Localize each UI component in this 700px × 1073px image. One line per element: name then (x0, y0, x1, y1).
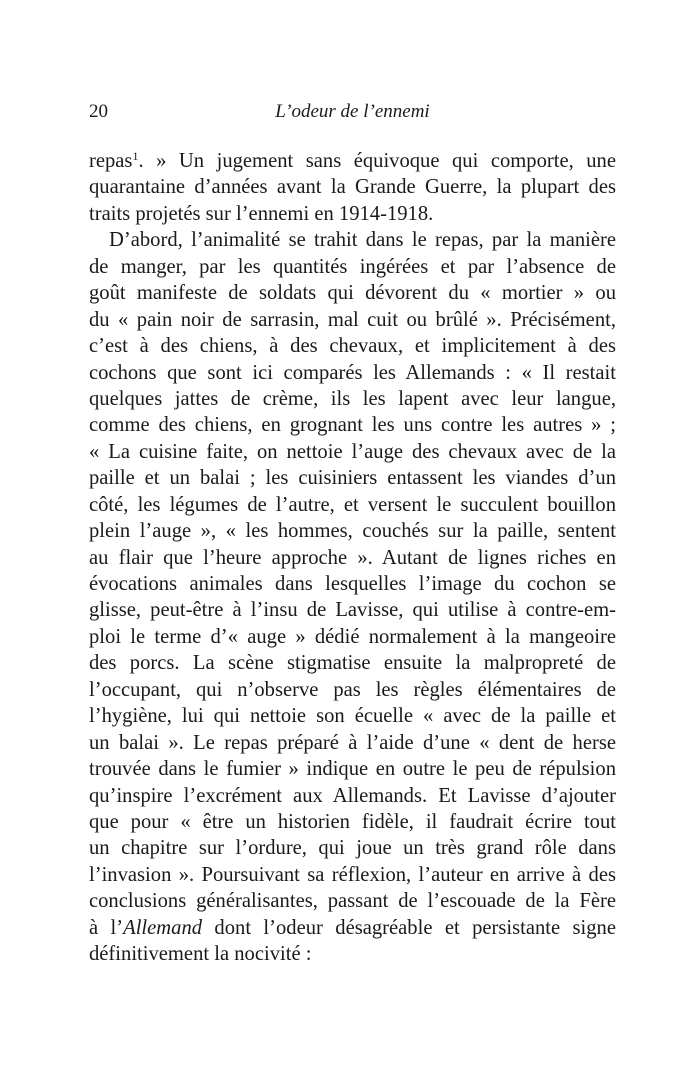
body-text (89, 148, 616, 968)
text-line: goût manifeste de soldats qui dévorent du « mortier » ou (89, 282, 616, 305)
text-line: traits projetés sur l’ennemi en 1914-1918. (89, 202, 434, 225)
text-line: qu’inspire l’excrément aux Allemands. Et Lavisse d’ajouter (89, 784, 616, 807)
text-line: l’occupant, qui n’observe pas les règles élémentaires de (89, 678, 616, 701)
text-line: trouvée dans le fumier » indique en outre le peu de répulsion (89, 758, 616, 781)
text-line: paille et un balai ; les cuisiniers entassent les viandes d’un (89, 467, 616, 490)
text-line: du « pain noir de sarrasin, mal cuit ou brûlé ». Précisément, (89, 308, 616, 331)
text-line: cochons que sont ici comparés les Allemands : « Il restait (89, 361, 616, 384)
text-line: c’est à des chiens, à des chevaux, et implicitement à des (89, 335, 616, 358)
text-line: au flair que l’heure approche ». Autant de lignes riches en (89, 546, 616, 569)
text-line: D’abord, l’animalité se trahit dans le repas, par la manière (109, 229, 616, 252)
text-line: l’invasion ». Poursuivant sa réflexion, l’auteur en arrive à des (89, 863, 616, 886)
running-title: L’odeur de l’ennemi (275, 101, 430, 122)
text-line: plein l’auge », « les hommes, couchés sur la paille, sentent (89, 520, 616, 543)
text-line: que pour « être un historien fidèle, il faudrait écrire tout (89, 810, 616, 833)
text-line: un balai ». Le repas préparé à l’aide d’une « dent de herse (89, 731, 616, 754)
text-line: côté, les légumes de l’autre, et versent le succulent bouillon (89, 493, 616, 516)
text-line: « La cuisine faite, on nettoie l’auge des chevaux avec de la (89, 440, 616, 463)
text-line: un chapitre sur l’ordure, qui joue un très grand rôle dans (89, 837, 616, 860)
footnote-marker[interactable]: 1 (132, 149, 139, 163)
text-line: de manger, par les quantités ingérées et par l’absence de (89, 255, 616, 278)
text-line: conclusions généralisantes, passant de l’escouade de la Fère (89, 890, 616, 913)
text-line: ploi le terme d’« auge » dédié normalement à la mangeoire (89, 625, 616, 648)
text-line: repas$^1$. » Un jugement sans équivoque qui comporte, une (89, 149, 616, 172)
emphasis: Allemand (123, 916, 203, 939)
text-line: définitivement la nocivité : (89, 943, 312, 966)
text-line: comme des chiens, en grognant les uns contre les autres » ; (89, 414, 616, 437)
text-line: glisse, peut-être à l’insu de Lavisse, qui utilise à contre-em- (89, 599, 616, 622)
text-line: l’hygiène, lui qui nettoie son écuelle « avec de la paille et (89, 705, 616, 728)
running-header (89, 101, 616, 127)
page-number: 20 (89, 101, 108, 122)
text-line: quelques jattes de crème, ils les lapent avec leur langue, (89, 387, 616, 410)
text-line: à l’Allemand dont l’odeur désagréable et persistante signe (89, 916, 616, 939)
text-line: des porcs. La scène stigmatise ensuite la malpropreté de (89, 652, 616, 675)
text-line: évocations animales dans lesquelles l’image du cochon se (89, 573, 616, 595)
text-line: quarantaine d’années avant la Grande Guerre, la plupart des (89, 176, 616, 199)
